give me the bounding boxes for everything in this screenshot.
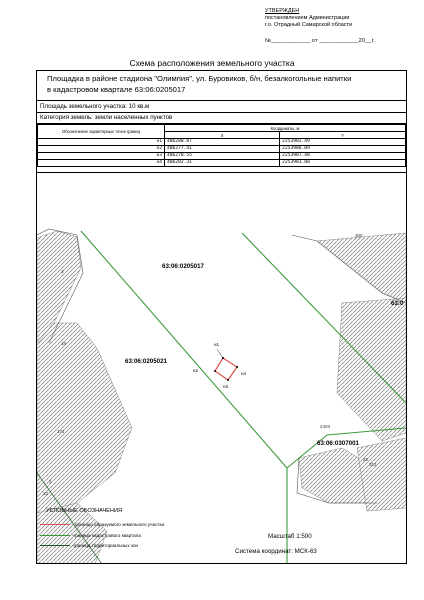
x-value: 406280.87 <box>165 139 280 146</box>
parcel-label: 171 <box>57 429 65 434</box>
table-row <box>38 160 406 167</box>
x-value: 406282.31 <box>165 160 280 167</box>
point-label-n1: н1 <box>214 342 219 347</box>
table-row <box>38 139 406 146</box>
header-location <box>37 71 406 101</box>
document-frame <box>36 70 407 564</box>
parcel-label: 3 <box>61 269 64 274</box>
legend-item-zone <box>40 543 138 548</box>
point-name: н4 <box>38 160 165 167</box>
point-label-n4: н4 <box>241 371 246 376</box>
x-value: 406278.55 <box>165 153 280 160</box>
point-name: н1 <box>38 139 165 146</box>
legend-label: - границы образуемого земельного участка <box>72 522 165 527</box>
approval-line-3: г.о. Отрадный Самарской области <box>265 22 353 28</box>
approval-number-line: №____________ от ____________20__г. <box>265 38 375 44</box>
map-drawing <box>37 173 406 563</box>
point-label-n2: н2 <box>193 368 198 373</box>
hatched-parcel <box>337 298 406 441</box>
y-value: 2253983.88 <box>280 160 406 167</box>
parcel-label: 2 <box>49 479 52 484</box>
parcel-label: 22 <box>363 457 369 462</box>
approval-block <box>265 8 415 45</box>
x-value: 406277.41 <box>165 146 280 153</box>
legend-line-red <box>40 524 70 525</box>
hatched-parcel <box>37 323 132 513</box>
point-label-n3: н3 <box>223 384 228 389</box>
parcel-label: 2403 <box>320 424 331 429</box>
point-name: н3 <box>38 153 165 160</box>
table-row <box>38 146 406 153</box>
parcel-label: 313 <box>369 462 377 467</box>
parcel-label: 14 <box>61 341 67 346</box>
y-header: Y <box>280 132 406 139</box>
legend-line-green <box>40 535 70 536</box>
header-category: Категория земель: земли населенных пунктов <box>37 113 406 124</box>
scheme-title: Схема расположения земельного участка <box>129 58 295 68</box>
y-value: 2253987.48 <box>280 153 406 160</box>
header-area: Площадь земельного участка: 10 кв.м <box>37 101 406 113</box>
scale-label: Масштаб 1:500 <box>268 533 312 540</box>
approval-line-2: постановлением Администрации <box>265 15 350 21</box>
hatched-parcel <box>317 233 406 303</box>
y-value: 2253986.09 <box>280 146 406 153</box>
parcel-label: 300 <box>355 233 363 238</box>
legend-item-quarter <box>40 533 141 538</box>
legend-title: УСЛОВНЫЕ ОБОЗНАЧЕНИЯ <box>46 508 123 514</box>
x-header: X <box>165 132 280 139</box>
block-label-21: 63:06:0205021 <box>125 358 167 365</box>
approval-title: УТВЕРЖДЕН <box>265 8 300 14</box>
point-name: н2 <box>38 146 165 153</box>
legend-label: -граница кадастрового квартала <box>72 533 141 538</box>
coordinate-system-label: Система координат: МСК-63 <box>235 548 317 555</box>
legend-item-parcel <box>40 522 164 527</box>
table-row <box>38 153 406 160</box>
col-point-header: Обозначение характерных точек границ <box>38 125 165 139</box>
legend-line-dark-green <box>40 545 70 546</box>
coordinates-table <box>37 124 406 167</box>
block-label-1: 63:06:0307001 <box>317 440 359 447</box>
coords-header: Координаты, м <box>165 125 406 132</box>
block-label-17: 63:06:0205017 <box>162 263 204 270</box>
block-label-edge: 63:0 <box>391 300 404 307</box>
legend-label: -граница территориальных зон <box>72 543 139 548</box>
header-line-1: Площадка в районе стадиона "Олимпия", ул. Буровиков, б/н, безалкогольные напитки <box>47 74 352 83</box>
cadastral-map <box>37 172 406 563</box>
header-line-2: в кадастровом квартале 63:06:0205017 <box>47 84 186 94</box>
y-value: 2253982.49 <box>280 139 406 146</box>
parcel-label: 32 <box>43 491 49 496</box>
formed-parcel <box>215 358 237 380</box>
